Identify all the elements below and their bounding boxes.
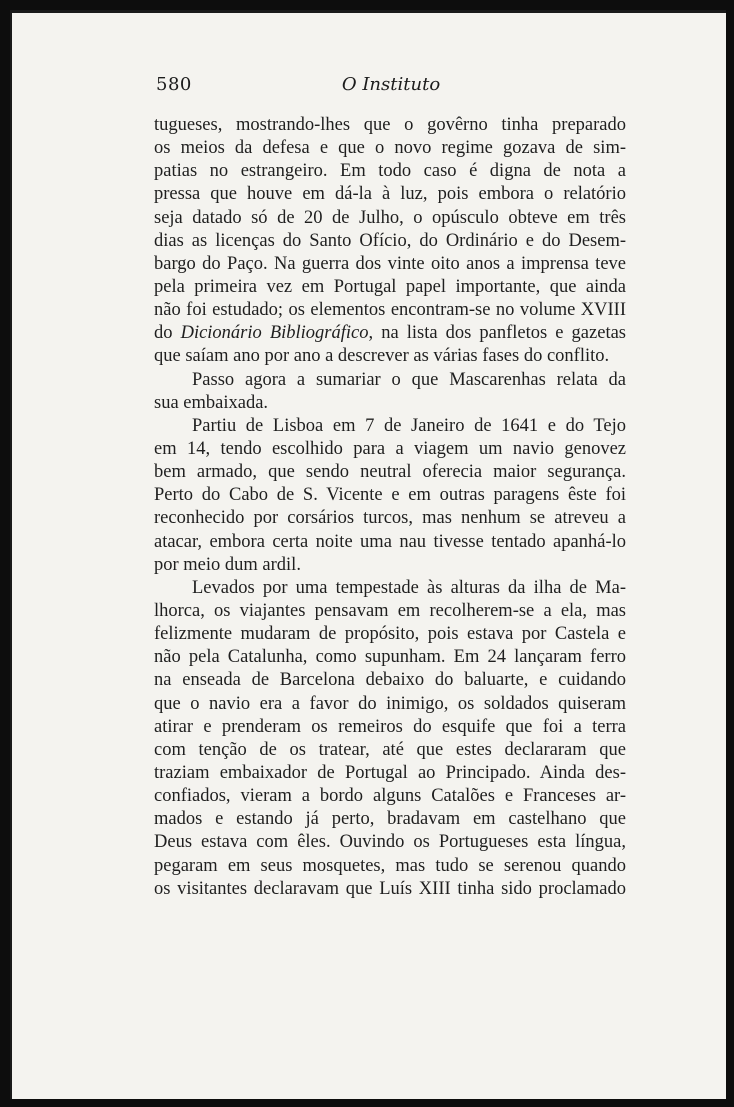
text-line: não foi estudado; os elementos encontram-se no volume XVIII [154,300,626,321]
text-line: reconhecido por corsários turcos, mas nenhum se atreveu a [154,508,626,529]
text-line: confiados, vieram a bordo alguns Catalões e Franceses ar- [154,786,626,807]
body-text [154,114,626,901]
text-line: sua embaixada. [154,392,269,413]
paragraph [154,415,626,577]
text-line: em 14, tendo escolhido para a viagem um navio genovez [154,438,626,459]
paragraph [154,114,626,369]
text-line: Partiu de Lisboa em 7 de Janeiro de 1641 e do Tejo [192,415,626,436]
text-line: seja datado só de 20 de Julho, o opúsculo obteve em três [154,207,626,228]
text-line: mados e estando já perto, bradavam em castelhano que [154,809,626,830]
text-line: Perto do Cabo de S. Vicente e em outras paragens êste foi [154,485,626,506]
text-fragment: , na lista dos panfletos e gazetas [368,323,626,344]
text-line-with-title [154,322,626,345]
paragraph [154,369,626,415]
text-line: patias no estrangeiro. Em todo caso é digna de nota a [154,161,626,182]
text-line: bargo do Paço. Na guerra dos vinte oito anos a imprensa teve [154,253,626,274]
text-line: Passo agora a sumariar o que Mascarenhas relata da [192,369,626,390]
running-title: O Instituto [341,74,441,95]
text-line: pressa que houve em dá-la à luz, pois embora o relatório [154,184,626,205]
text-line: Levados por uma tempestade às alturas da ilha de Ma- [192,577,626,598]
text-line: traziam embaixador de Portugal ao Principado. Ainda des- [154,762,626,783]
text-line: pela primeira vez em Portugal papel importante, que ainda [154,276,626,297]
text-fragment: do [154,323,173,344]
text-line: que o navio era a favor do inimigo, os soldados quiseram [154,693,626,714]
page-number: 580 [156,74,192,95]
text-line: atacar, embora certa noite uma nau tivesse tentado apanhá-lo [154,531,626,552]
text-line: na enseada de Barcelona debaixo do baluarte, e cuidando [154,670,626,691]
text-line: lhorca, os viajantes pensavam em recolherem-se a ela, mas [154,600,626,621]
text-line: os visitantes declaravam que Luís XIII tinha sido proclamado [154,878,626,899]
text-line: atirar e prenderam os remeiros do esquife que foi a terra [154,716,626,737]
page-header [156,74,626,98]
book-page [10,10,726,1099]
text-line: por meio dum ardil. [154,554,301,575]
text-line: com tenção de os tratear, até que estes declararam que [154,739,626,760]
text-line: dias as licenças do Santo Ofício, do Ordinário e do Desem- [154,230,626,251]
text-line: felizmente mudaram de propósito, pois estava por Castela e [154,624,626,645]
text-line: que saíam ano por ano a descrever as várias fases do conflito. [154,346,610,367]
text-line: não pela Catalunha, como supunham. Em 24 lançaram ferro [154,647,626,668]
italic-book-title: Dicionário Bibliográfico [180,323,369,344]
text-line: Deus estava com êles. Ouvindo os Portugueses esta língua, [154,832,626,853]
text-line: os meios da defesa e que o novo regime gozava de sim- [154,138,626,159]
text-line: bem armado, que sendo neutral oferecia maior segurança. [154,462,626,483]
text-line: tugueses, mostrando-lhes que o govêrno tinha preparado [154,115,626,135]
text-line: pegaram em seus mosquetes, mas tudo se serenou quando [154,855,626,876]
paragraph [154,577,626,901]
